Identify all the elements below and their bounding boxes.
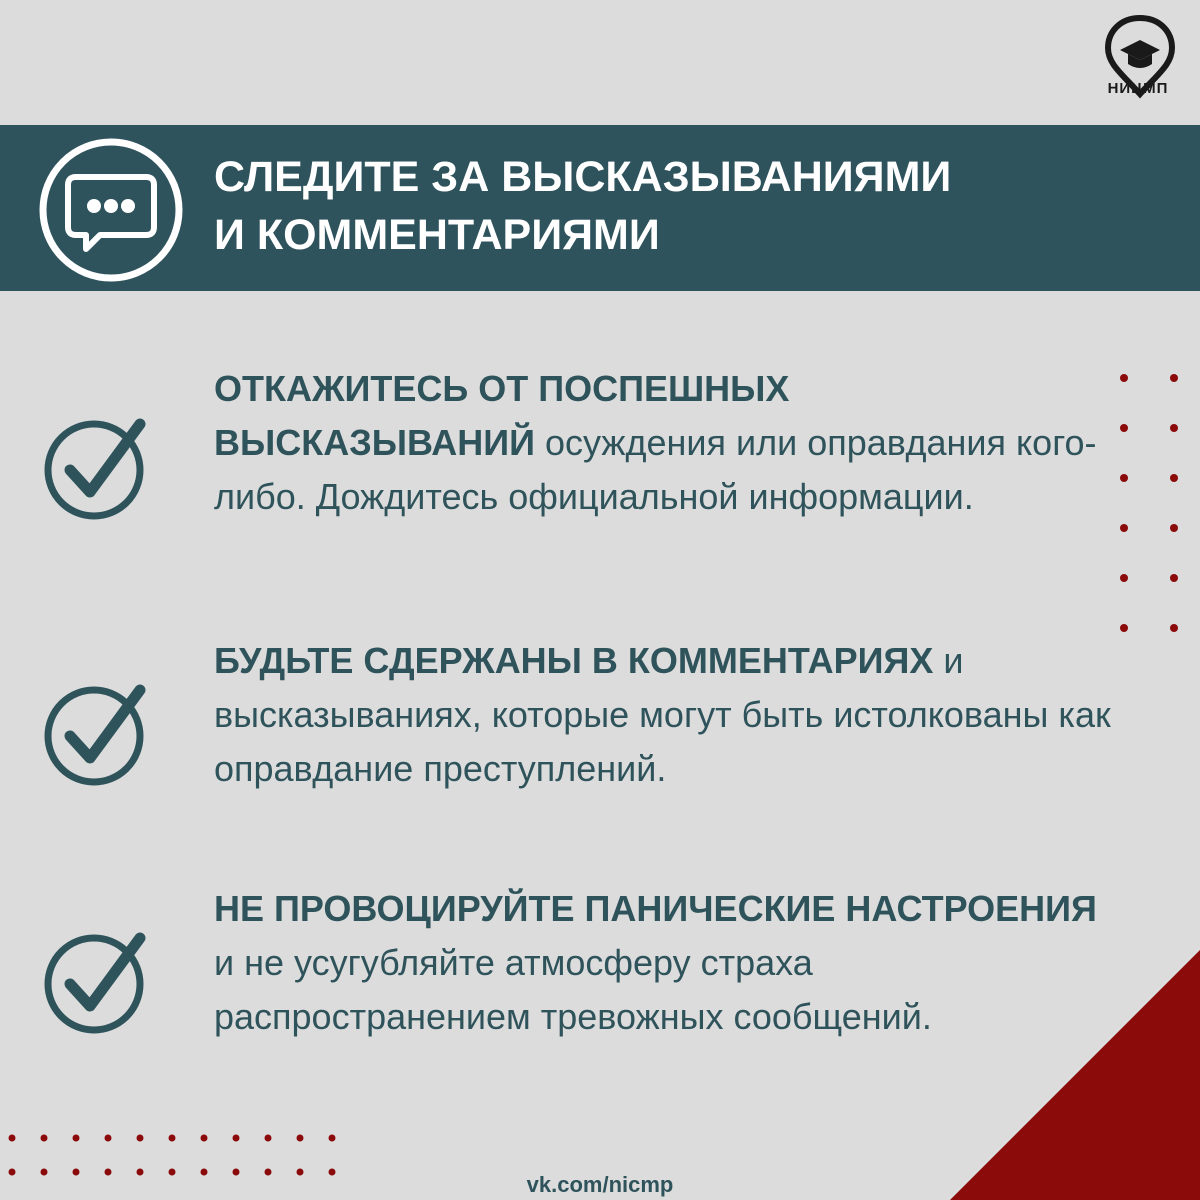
tip-text: осуждения или оправдания кого-либо. Дождитесь официальной информации. [214,422,1097,517]
check-circle-icon [40,410,152,522]
title-line-1: СЛЕДИТЕ ЗА ВЫСКАЗЫВАНИЯМИ [214,153,952,201]
check-circle-icon [40,676,152,788]
title-line-2: И КОММЕНТАРИЯМИ [214,211,660,259]
chat-bubble-icon [36,135,186,285]
footer-link[interactable]: vk.com/nicmp [526,1172,674,1197]
tip-lead: НЕ ПРОВОЦИРУЙТЕ ПАНИЧЕСКИЕ НАСТРОЕНИЯ [214,888,1097,929]
page-title [214,148,1174,264]
decorative-dots-right [1110,366,1190,646]
logo-label: НИЦМП [1107,80,1169,97]
decorative-corner-triangle [950,950,1200,1200]
tip-text: и не усугубляйте атмосферу страха распространением тревожных сообщений. [214,942,932,1037]
tip-lead: БУДЬТЕ СДЕРЖАНЫ В КОММЕНТАРИЯХ [214,640,934,681]
tip-text: и высказываниях, которые могут быть истолкованы как оправдание преступлений. [214,640,1111,789]
check-circle-icon [40,924,152,1036]
logo-pin-icon [1090,12,1190,112]
tip-lead: ОТКАЖИТЕСЬ ОТ ПОСПЕШНЫХ ВЫСКАЗЫВАНИЙ [214,368,790,463]
tip-item [214,362,1114,524]
tip-item [214,634,1114,796]
